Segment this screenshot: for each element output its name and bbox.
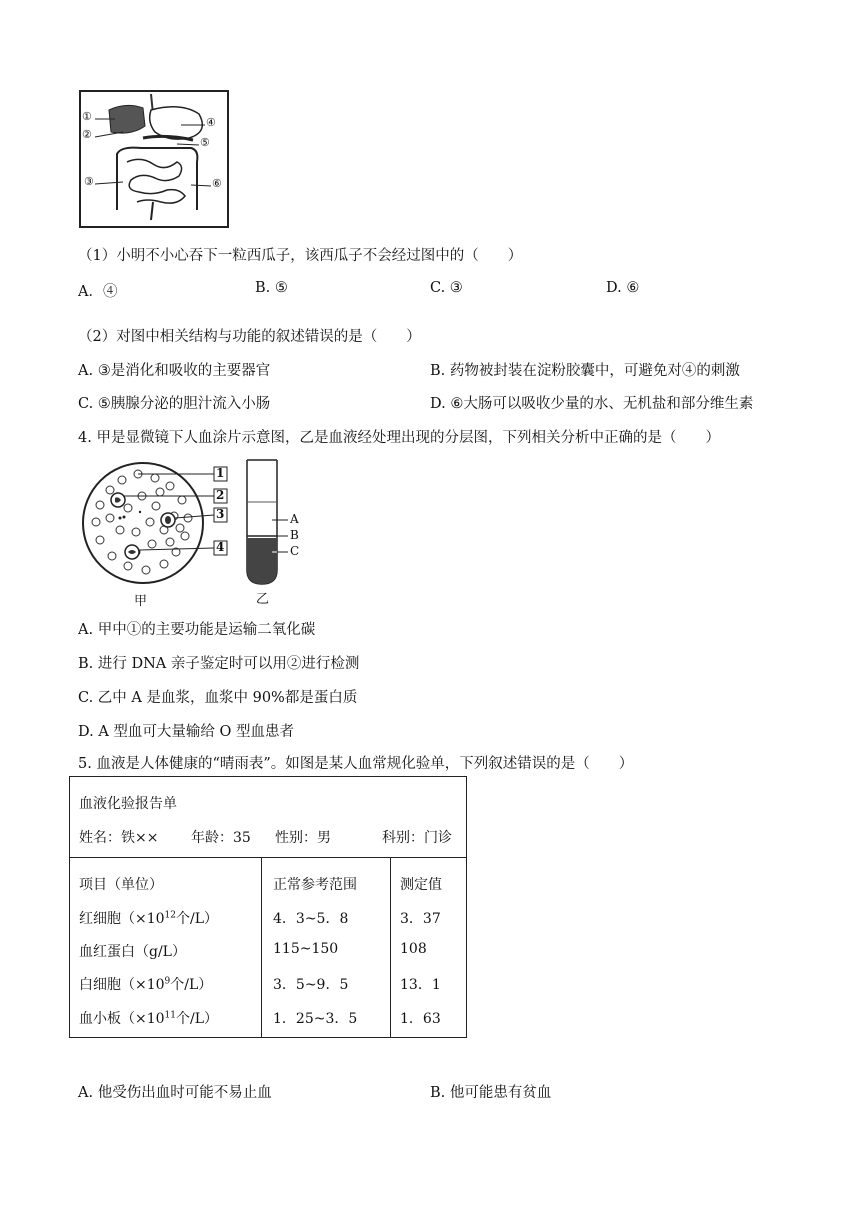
tube-label-c: C bbox=[290, 544, 300, 558]
report-row-item: 血小板（$\times 10^{11}$个/L） bbox=[79, 1010, 219, 1027]
report-title: 血液化验报告单 bbox=[79, 796, 177, 812]
digestive-system-diagram bbox=[81, 92, 227, 226]
report-row-item: 白细胞（$\times 10^9$个/L） bbox=[79, 976, 213, 993]
report-age: 年龄：35 bbox=[191, 830, 251, 846]
q3-sub1-option-c: C. ③ bbox=[430, 280, 463, 296]
q3-sub2-stem: （2）对图中相关结构与功能的叙述错误的是（ ） bbox=[78, 329, 421, 345]
blood-test-report bbox=[69, 776, 467, 1038]
figure-label-2: ② bbox=[82, 128, 92, 141]
figure-label-3: ③ bbox=[84, 175, 94, 188]
q3-sub2-option-b: B. 药物被封装在淀粉胶囊中，可避免对④的刺激 bbox=[430, 363, 740, 379]
report-row-range: 1．25~3．5 bbox=[273, 1011, 358, 1027]
tube-caption: 乙 bbox=[256, 592, 270, 607]
figure-label-1: ① bbox=[82, 110, 92, 123]
report-divider bbox=[70, 857, 466, 858]
q4-option-d: D. A 型血可大量输给 O 型血患者 bbox=[78, 724, 295, 740]
q3-sub2-option-a: A. ③是消化和吸收的主要器官 bbox=[78, 363, 271, 379]
q4-option-c: C. 乙中 A 是血浆，血浆中 90%都是蛋白质 bbox=[78, 690, 358, 706]
smear-label-1: 1 bbox=[216, 466, 225, 480]
q3-sub1-option-a: A．④ bbox=[78, 284, 118, 300]
q3-sub2-option-c: C. ⑤胰腺分泌的胆汁流入小肠 bbox=[78, 396, 271, 412]
q3-sub2-option-d: D. ⑥大肠可以吸收少量的水、无机盐和部分维生素 bbox=[430, 396, 754, 412]
blood-smear-figure bbox=[80, 460, 240, 610]
report-row-range: 4．3~5．8 bbox=[273, 911, 349, 927]
digestive-system-figure bbox=[79, 90, 229, 228]
report-row-value: 13．1 bbox=[400, 977, 441, 993]
report-sex: 性别：男 bbox=[275, 830, 331, 846]
q5-option-b: B. 他可能患有贫血 bbox=[430, 1085, 552, 1101]
test-tube-figure bbox=[244, 458, 304, 608]
q5-stem: 5. 血液是人体健康的“晴雨表”。如图是某人血常规化验单，下列叙述错误的是（ ） bbox=[78, 756, 634, 772]
report-row-value: 1．63 bbox=[400, 1011, 441, 1027]
report-row-range: 115~150 bbox=[273, 941, 339, 957]
report-row-value: 3．37 bbox=[400, 911, 441, 927]
report-header-value: 测定值 bbox=[400, 877, 442, 893]
report-row-item: 血红蛋白（g/L） bbox=[79, 944, 186, 960]
smear-label-4: 4 bbox=[216, 540, 225, 554]
report-header-range: 正常参考范围 bbox=[273, 877, 357, 893]
report-col-divider-1 bbox=[261, 857, 262, 1037]
q4-option-a: A. 甲中①的主要功能是运输二氧化碳 bbox=[78, 622, 316, 638]
q5-option-a: A. 他受伤出血时可能不易止血 bbox=[78, 1085, 272, 1101]
report-dept: 科别：门诊 bbox=[382, 830, 452, 846]
q3-sub1-option-d: D. ⑥ bbox=[606, 280, 640, 296]
figure-label-6: ⑥ bbox=[212, 177, 222, 190]
smear-label-3: 3 bbox=[216, 507, 225, 521]
report-col-divider-2 bbox=[390, 857, 391, 1037]
report-row-range: 3．5~9．5 bbox=[273, 977, 349, 993]
smear-caption: 甲 bbox=[134, 594, 148, 609]
report-header-item: 项目（单位） bbox=[79, 877, 163, 893]
q4-stem: 4. 甲是显微镜下人血涂片示意图，乙是血液经处理出现的分层图，下列相关分析中正确的是（ ） bbox=[78, 430, 720, 446]
tube-label-a: A bbox=[290, 512, 299, 526]
figure-label-4: ④ bbox=[206, 116, 216, 129]
q4-option-b: B. 进行 DNA 亲子鉴定时可以用②进行检测 bbox=[78, 656, 360, 672]
q3-sub1-option-b: B. ⑤ bbox=[255, 280, 288, 296]
tube-label-b: B bbox=[290, 528, 299, 542]
report-row-value: 108 bbox=[400, 941, 427, 957]
figure-label-5: ⑤ bbox=[200, 136, 210, 149]
q3-sub1-stem: （1）小明不小心吞下一粒西瓜子，该西瓜子不会经过图中的（ ） bbox=[78, 248, 523, 264]
report-name: 姓名：铁×× bbox=[79, 830, 159, 846]
smear-label-2: 2 bbox=[216, 488, 225, 502]
report-row-item: 红细胞（$\times 10^{12}$个/L） bbox=[79, 910, 219, 927]
